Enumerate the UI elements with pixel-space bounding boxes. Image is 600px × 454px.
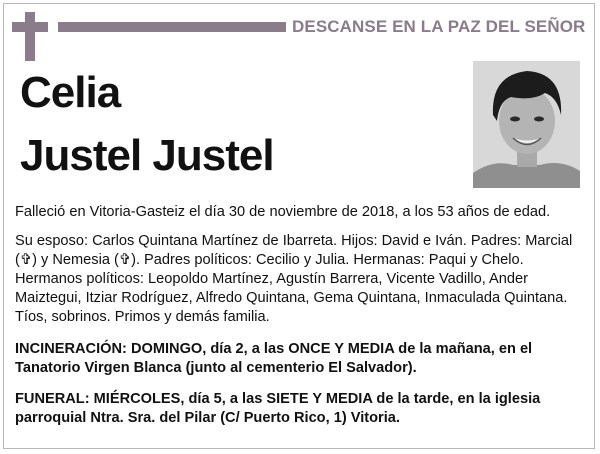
portrait-photo (473, 61, 580, 188)
incineration-info: INCINERACIÓN: DOMINGO, día 2, a las ONCE Y MEDIA de la mañana, en el Tanatorio Virgen Blanca (junto al cementerio El Salvador). (15, 341, 533, 376)
funeral-info: FUNERAL: MIÉRCOLES, día 5, a las SIETE Y MEDIA de la tarde, en la iglesia parroquial Ntra. Sra. del Pilar (C/ Puerto Rico, 1) Vitoria. (15, 391, 541, 426)
portrait-image (473, 61, 580, 188)
banner-text: DESCANSE EN LA PAZ DEL SEÑOR (292, 17, 586, 36)
last-name: Justel Justel (20, 131, 274, 180)
death-notice: Falleció en Vitoria-Gasteiz el día 30 de noviembre de 2018, a los 53 años de edad. (15, 204, 551, 220)
family-list: Su esposo: Carlos Quintana Martínez de Ibarreta. Hijos: David e Iván. Padres: Marcial (✞) y Nemesia (✞). Padres políticos: Cecilio y Julia. Hermanas: Paqui y Chelo. Hermanos políticos: Leopoldo Martínez, Agustín Barrera, Vicente Vadillo, Ander Maiztegui, Itziar Rodríguez, Alfredo Quintana, Gema Quintana, Inmaculada Quintana. Tíos, sobrinos. Primos y demás familia. (15, 233, 573, 325)
first-name: Celia (20, 68, 121, 117)
header-rule (58, 22, 286, 32)
